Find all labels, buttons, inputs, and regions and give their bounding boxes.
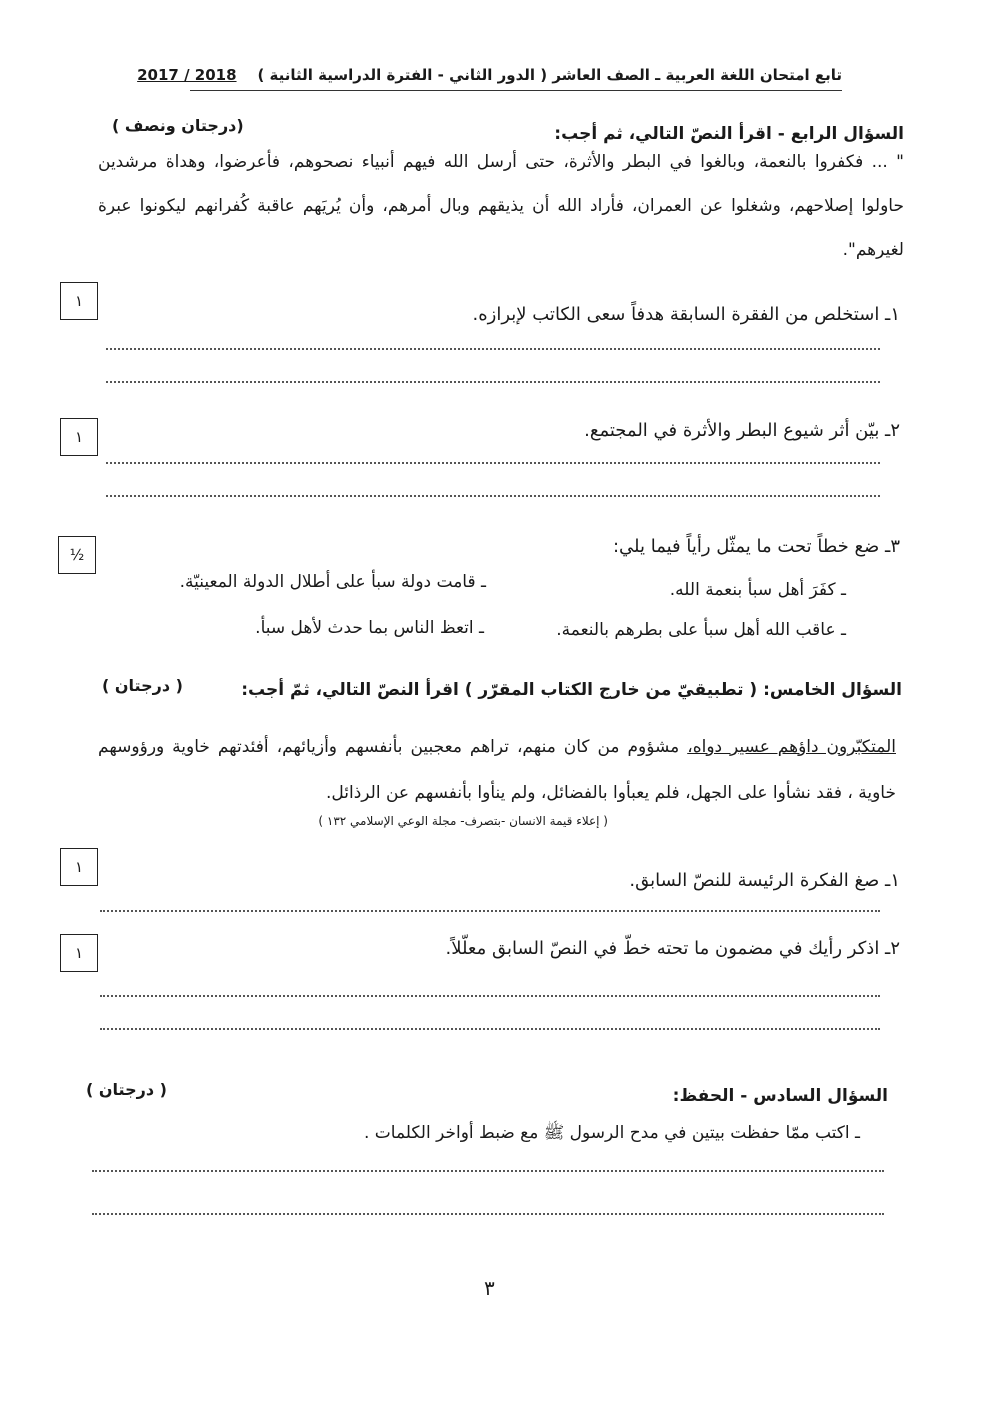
q4-item1-mark-box: ١ bbox=[60, 282, 98, 320]
q4-item3-mark-box: ½ bbox=[58, 536, 96, 574]
q5-item2-mark-box: ١ bbox=[60, 934, 98, 972]
q4-option-2[interactable]: ـ قامت دولة سبأ على أطلال الدولة المعينيّة. bbox=[179, 572, 486, 592]
q4-item3: ٣ـ ضع خطاً تحت ما يمثّل رأياً فيما يلي: bbox=[612, 536, 900, 557]
q5-item2: ٢ـ اذكر رأيك في مضمون ما تحته خطّ في النصّ السابق معلّلاً. bbox=[445, 938, 900, 959]
q4-item2: ٢ـ بيّن أثر شيوع البطر والأثرة في المجتمع. bbox=[584, 420, 900, 441]
q5-passage-rest: مشؤوم من كان منهم، تراهم معجبين بأنفسهم وأزيائهم، أفئدتهم خاوية ورؤوسهم خاوية ، فقد نشأوا على الجهل، فلم يعبأوا بالفضائل، ولم ينأوا بأنفسهم عن الرذائل. bbox=[98, 737, 896, 803]
q4-option-4[interactable]: ـ اتعظ الناس بما حدث لأهل سبأ. bbox=[255, 618, 484, 638]
answer-line[interactable] bbox=[100, 1028, 880, 1030]
page-number: ٣ bbox=[484, 1276, 495, 1300]
answer-line[interactable] bbox=[92, 1213, 884, 1215]
q6-title: السؤال السادس - الحفظ: bbox=[672, 1086, 888, 1106]
exam-header bbox=[137, 66, 842, 84]
q4-item1: ١ـ استخلص من الفقرة السابقة هدفاً سعى الكاتب لإبرازه. bbox=[472, 304, 900, 325]
answer-line[interactable] bbox=[92, 1170, 884, 1172]
answer-line[interactable] bbox=[106, 381, 880, 383]
q5-title: السؤال الخامس: ( تطبيقيّ من خارج الكتاب المقرّر ) اقرأ النصّ التالي، ثمّ أجب: bbox=[241, 680, 902, 700]
q5-item1-mark-box: ١ bbox=[60, 848, 98, 886]
answer-line[interactable] bbox=[106, 462, 880, 464]
header-year: 2017 / 2018 bbox=[137, 66, 237, 84]
q4-item2-mark-box: ١ bbox=[60, 418, 98, 456]
answer-line[interactable] bbox=[100, 995, 880, 997]
q5-passage bbox=[98, 724, 896, 816]
q4-marks: (درجتان ونصف ) bbox=[112, 116, 244, 135]
q5-marks: ( درجتان ) bbox=[102, 676, 183, 695]
q6-item: ـ اكتب ممّا حفظت بيتين في مدح الرسول ﷺ مع ضبط أواخر الكلمات . bbox=[363, 1123, 860, 1143]
answer-line[interactable] bbox=[106, 348, 880, 350]
q4-option-1[interactable]: ـ كفَرَ أهل سبأ بنعمة الله. bbox=[669, 580, 846, 600]
q4-option-3[interactable]: ـ عاقب الله أهل سبأ على بطرهم بالنعمة. bbox=[556, 620, 846, 640]
q6-marks: ( درجتان ) bbox=[86, 1080, 167, 1099]
q5-item1: ١ـ صغ الفكرة الرئيسة للنصّ السابق. bbox=[629, 870, 900, 891]
q5-passage-underlined: المتكبّرون داؤهم عسير دواه، bbox=[687, 737, 896, 757]
answer-line[interactable] bbox=[100, 910, 880, 912]
q4-passage: " ... فكفروا بالنعمة، وبالغوا في البطر والأثرة، حتى أرسل الله فيهم أنبياء نصحوهم، فأعرضوا، وهداة مرشدين حاولوا إصلاحهم، وشغلوا عن العمران، فأراد الله أن يذيقهم وبال أمرهم، وأن يُريَهم عاقبة كُفرانهم ليكونوا عبرة لغيرهم". bbox=[98, 152, 904, 260]
q5-source: ( إعلاء قيمة الانسان -بتصرف- مجلة الوعي الإسلامي ١٣٢ ) bbox=[318, 814, 608, 828]
answer-line[interactable] bbox=[106, 495, 880, 497]
header-title: تابع امتحان اللغة العربية ـ الصف العاشر ( الدور الثاني - الفترة الدراسية الثانية ) bbox=[257, 66, 842, 84]
q4-title: السؤال الرابع - اقرأ النصّ التالي، ثم أجب: bbox=[554, 124, 904, 144]
header-rule bbox=[190, 90, 842, 91]
